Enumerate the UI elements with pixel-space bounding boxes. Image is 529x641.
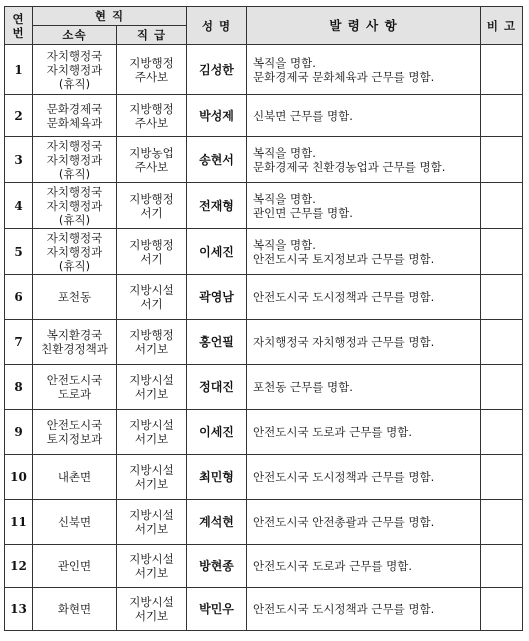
rank-cell: [117, 45, 187, 95]
current-dept-line: 화현면: [57, 602, 92, 616]
appointment-order-cell: [247, 137, 481, 183]
row-number: 10: [5, 455, 33, 500]
current-dept-line: 자치행정국: [46, 138, 103, 153]
rank-line: 지방행정: [129, 55, 174, 70]
appointment-order-cell: [247, 545, 481, 588]
rank-line: 서기보: [134, 522, 169, 536]
appointment-order-line: 신북면 근무를 명함.: [253, 108, 353, 123]
employee-name: 박민우: [187, 588, 247, 631]
appointment-order-line: 복직을 명함.: [253, 237, 316, 252]
row-number: 13: [5, 588, 33, 631]
current-dept-line: 자치행정과: [46, 198, 103, 213]
current-dept-cell: [33, 45, 117, 95]
rank-cell: [117, 183, 187, 229]
appointment-order-line: 관인면 근무를 명함.: [253, 205, 353, 220]
current-dept-cell: [33, 455, 117, 500]
table-row: [5, 275, 523, 320]
rank-line: 서기: [140, 251, 163, 266]
current-dept-cell: [33, 183, 117, 229]
employee-name: 방현종: [187, 545, 247, 588]
note-cell: [481, 95, 523, 137]
table-row: [5, 229, 523, 275]
row-number: 2: [5, 95, 33, 137]
table-row: [5, 183, 523, 229]
employee-name: 최민형: [187, 455, 247, 500]
header-no-line2: 번: [12, 25, 25, 40]
rank-cell: [117, 545, 187, 588]
rank-cell: [117, 275, 187, 320]
current-dept-line: 문화경제국: [46, 101, 103, 116]
current-dept-line: 도로과: [57, 387, 92, 401]
appointment-order-line: 안전도시국 도시정책과 근무를 명함.: [253, 602, 435, 616]
appointment-order-cell: [247, 500, 481, 545]
table-row: [5, 455, 523, 500]
rank-line: 지방행정: [129, 237, 174, 252]
rank-cell: [117, 365, 187, 410]
appointment-order-line: 포천동 근무를 명함.: [253, 380, 353, 394]
rank-cell: [117, 410, 187, 455]
current-dept-line: 신북면: [57, 515, 92, 529]
personnel-order-table: [4, 6, 523, 631]
header-note: 비 고: [481, 7, 523, 45]
current-dept-line: 문화체육과: [46, 115, 103, 130]
appointment-order-cell: [247, 588, 481, 631]
row-number: 4: [5, 183, 33, 229]
rank-line: 지방시설: [129, 595, 174, 609]
rank-line: 지방시설: [129, 463, 174, 477]
row-number: 5: [5, 229, 33, 275]
current-dept-cell: [33, 410, 117, 455]
rank-line: 주사보: [134, 159, 169, 174]
current-dept-line: 자치행정국: [46, 48, 103, 63]
rank-line: 지방행정: [129, 328, 174, 342]
header-rank: 직 급: [117, 26, 187, 45]
rank-line: 서기보: [134, 342, 169, 356]
appointment-order-cell: [247, 410, 481, 455]
note-cell: [481, 320, 523, 365]
table-row: [5, 365, 523, 410]
header-no: [5, 7, 33, 45]
current-dept-cell: [33, 95, 117, 137]
appointment-order-line: 복직을 명함.: [253, 145, 316, 160]
rank-line: 지방시설: [129, 552, 174, 566]
current-dept-cell: [33, 365, 117, 410]
current-dept-line: 복지환경국: [46, 328, 103, 342]
row-number: 3: [5, 137, 33, 183]
current-dept-line: 내촌면: [57, 470, 92, 484]
current-dept-line: (휴직): [58, 166, 91, 181]
table-row: [5, 410, 523, 455]
note-cell: [481, 455, 523, 500]
rank-cell: [117, 320, 187, 365]
rank-line: 서기보: [134, 432, 169, 446]
appointment-order-line: 자치행정국 자치행정과 근무를 명함.: [253, 335, 435, 349]
note-cell: [481, 229, 523, 275]
rank-line: 서기: [140, 297, 163, 311]
header-no-line1: 연: [12, 11, 25, 26]
appointment-order-line: 복직을 명함.: [253, 55, 316, 70]
note-cell: [481, 137, 523, 183]
row-number: 6: [5, 275, 33, 320]
rank-cell: [117, 455, 187, 500]
note-cell: [481, 588, 523, 631]
current-dept-line: 친환경정책과: [41, 342, 108, 356]
rank-line: 지방농업: [129, 145, 174, 160]
table-row: [5, 45, 523, 95]
appointment-order-cell: [247, 275, 481, 320]
table-row: [5, 500, 523, 545]
note-cell: [481, 410, 523, 455]
current-dept-line: 자치행정과: [46, 244, 103, 259]
rank-line: 지방시설: [129, 373, 174, 387]
current-dept-cell: [33, 275, 117, 320]
appointment-order-line: 안전도시국 안전총괄과 근무를 명함.: [253, 515, 435, 529]
current-dept-line: (휴직): [58, 76, 91, 91]
current-dept-cell: [33, 137, 117, 183]
appointment-order-line: 안전도시국 토지정보과 근무를 명함.: [253, 251, 435, 266]
appointment-order-line: 안전도시국 도로과 근무를 명함.: [253, 559, 413, 573]
rank-line: 지방시설: [129, 283, 174, 297]
current-dept-line: 자치행정국: [46, 184, 103, 199]
table-row: [5, 137, 523, 183]
row-number: 12: [5, 545, 33, 588]
current-dept-line: 안전도시국: [46, 418, 103, 432]
rank-cell: [117, 137, 187, 183]
current-dept-cell: [33, 588, 117, 631]
current-dept-line: 관인면: [57, 559, 92, 573]
employee-name: 정대진: [187, 365, 247, 410]
employee-name: 곽영남: [187, 275, 247, 320]
appointment-order-cell: [247, 229, 481, 275]
header-current-post: 현 직: [33, 7, 187, 26]
rank-line: 서기보: [134, 566, 169, 580]
current-dept-line: (휴직): [58, 258, 91, 273]
rank-line: 주사보: [134, 69, 169, 84]
note-cell: [481, 365, 523, 410]
rank-cell: [117, 95, 187, 137]
note-cell: [481, 275, 523, 320]
appointment-order-cell: [247, 365, 481, 410]
rank-line: 서기: [140, 205, 163, 220]
employee-name: 이세진: [187, 229, 247, 275]
current-dept-line: 안전도시국: [46, 373, 103, 387]
table-body: [5, 45, 523, 631]
appointment-order-line: 복직을 명함.: [253, 191, 316, 206]
header-dept: 소속: [33, 26, 117, 45]
rank-line: 지방행정: [129, 191, 174, 206]
row-number: 9: [5, 410, 33, 455]
employee-name: 이세진: [187, 410, 247, 455]
row-number: 7: [5, 320, 33, 365]
current-dept-line: 포천동: [57, 290, 92, 304]
appointment-order-line: 문화경제국 친환경농업과 근무를 명함.: [253, 159, 446, 174]
table-row: [5, 320, 523, 365]
appointment-order-line: 문화경제국 문화체육과 근무를 명함.: [253, 69, 435, 84]
current-dept-line: (휴직): [58, 212, 91, 227]
note-cell: [481, 45, 523, 95]
header-name: 성 명: [187, 7, 247, 45]
rank-line: 지방행정: [129, 101, 174, 116]
current-dept-line: 자치행정과: [46, 152, 103, 167]
current-dept-cell: [33, 500, 117, 545]
row-number: 1: [5, 45, 33, 95]
rank-line: 서기보: [134, 477, 169, 491]
row-number: 8: [5, 365, 33, 410]
rank-line: 주사보: [134, 115, 169, 130]
rank-line: 지방시설: [129, 418, 174, 432]
rank-line: 서기보: [134, 609, 169, 623]
current-dept-line: 토지정보과: [46, 432, 103, 446]
rank-cell: [117, 500, 187, 545]
current-dept-line: 자치행정국: [46, 230, 103, 245]
employee-name: 전재형: [187, 183, 247, 229]
current-dept-cell: [33, 320, 117, 365]
employee-name: 계석현: [187, 500, 247, 545]
employee-name: 홍언필: [187, 320, 247, 365]
employee-name: 송현서: [187, 137, 247, 183]
row-number: 11: [5, 500, 33, 545]
appointment-order-line: 안전도시국 도로과 근무를 명함.: [253, 425, 413, 439]
appointment-order-cell: [247, 320, 481, 365]
appointment-order-line: 안전도시국 도시정책과 근무를 명함.: [253, 290, 435, 304]
note-cell: [481, 545, 523, 588]
rank-line: 지방시설: [129, 508, 174, 522]
current-dept-line: 자치행정과: [46, 62, 103, 77]
appointment-order-cell: [247, 183, 481, 229]
employee-name: 박성제: [187, 95, 247, 137]
note-cell: [481, 500, 523, 545]
current-dept-cell: [33, 229, 117, 275]
current-dept-cell: [33, 545, 117, 588]
appointment-order-cell: [247, 95, 481, 137]
employee-name: 김성한: [187, 45, 247, 95]
header-order: 발 령 사 항: [247, 7, 481, 45]
appointment-order-cell: [247, 45, 481, 95]
table-row: [5, 95, 523, 137]
table-row: [5, 545, 523, 588]
rank-cell: [117, 588, 187, 631]
appointment-order-line: 안전도시국 도시정책과 근무를 명함.: [253, 470, 435, 484]
table-row: [5, 588, 523, 631]
rank-line: 서기보: [134, 387, 169, 401]
note-cell: [481, 183, 523, 229]
rank-cell: [117, 229, 187, 275]
appointment-order-cell: [247, 455, 481, 500]
